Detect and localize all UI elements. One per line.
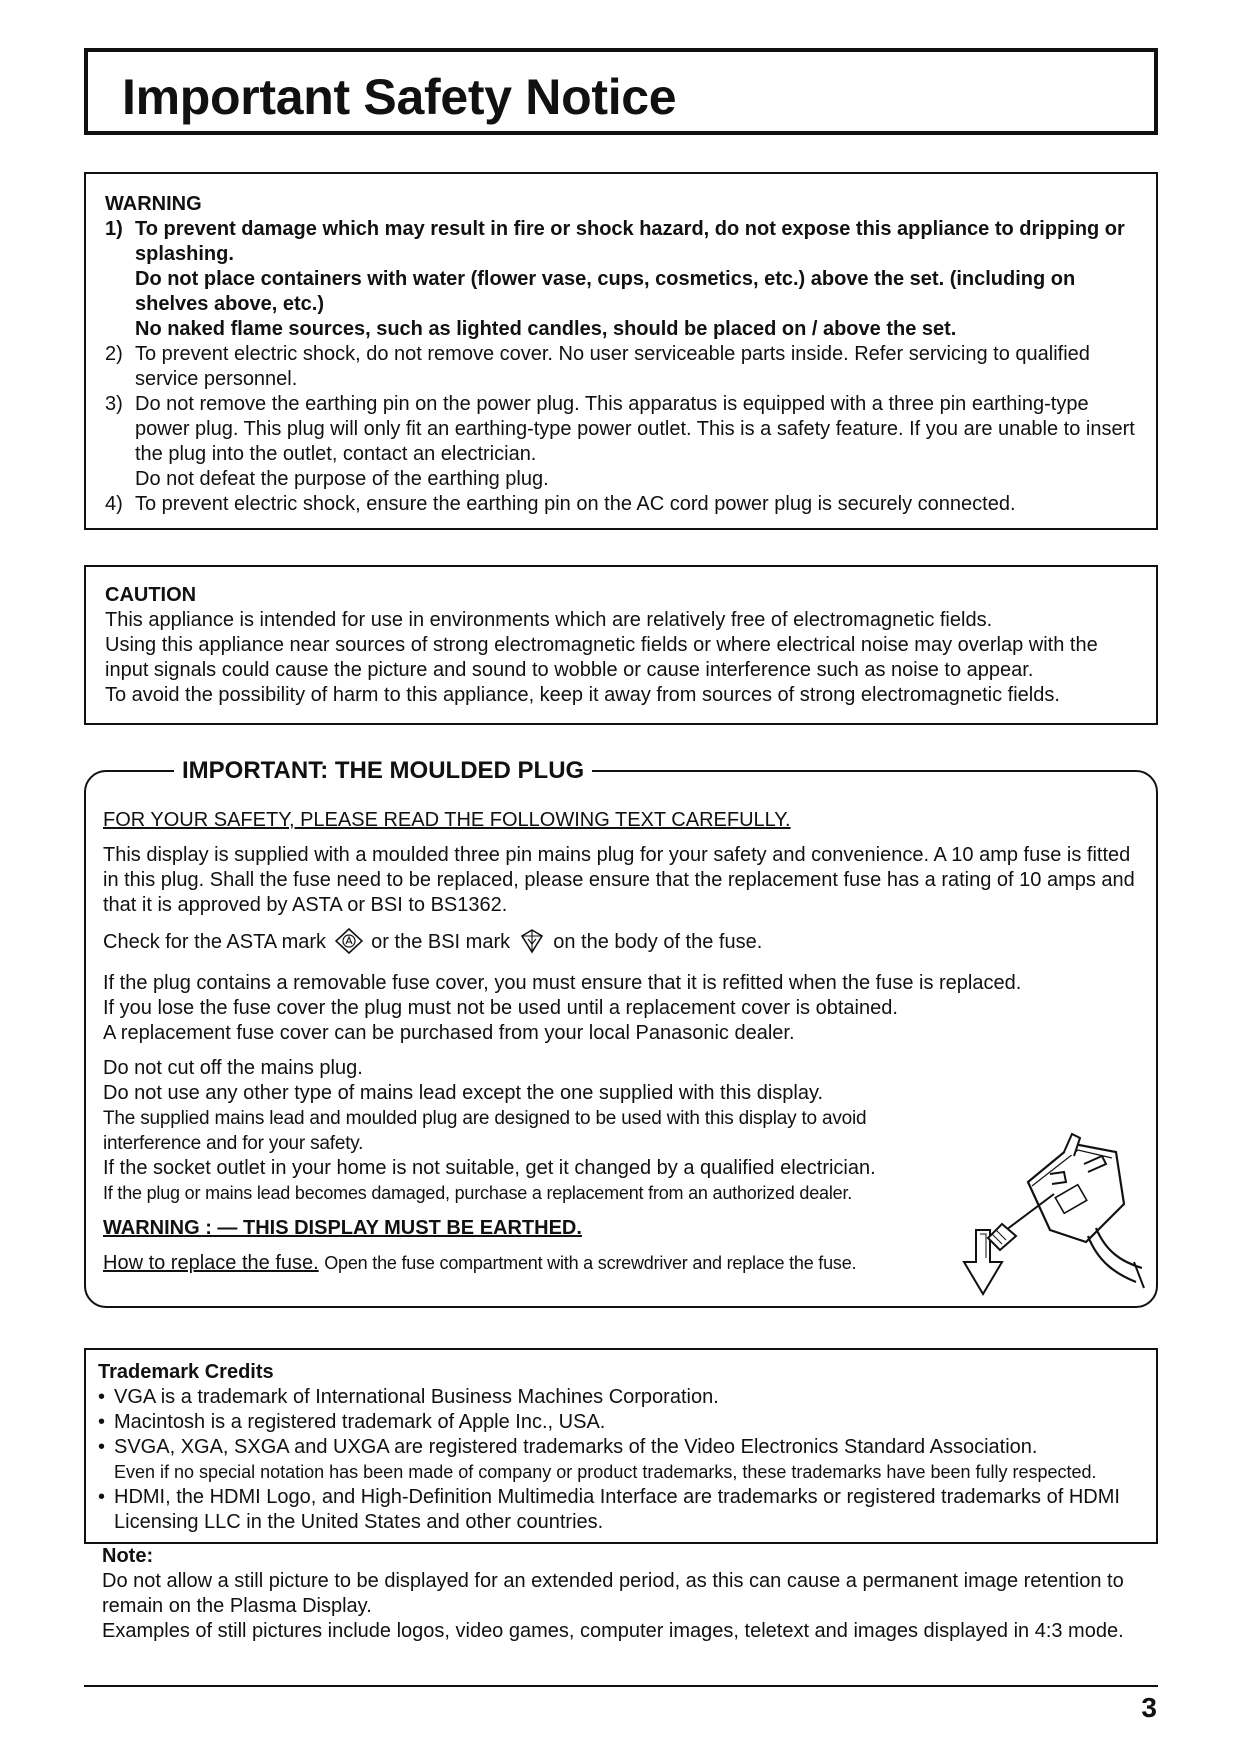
asta-mark-icon: [335, 928, 363, 961]
item-number: 4): [105, 493, 123, 515]
mains-line: If the plug or mains lead becomes damaged, purchase a replacement from an authorized dealer.: [103, 1183, 853, 1203]
page-title: Important Safety Notice: [122, 69, 677, 125]
trademark-list: [98, 1385, 1142, 1460]
caution-heading: CAUTION: [105, 584, 197, 606]
trademark-respect-note: Even if no special notation has been made of company or product trademarks, these trademarks have been fully respected.: [114, 1462, 1097, 1482]
footer-divider: [84, 1685, 1158, 1687]
page-number: 3: [1141, 1692, 1157, 1723]
mains-plug-paragraph: [103, 1056, 943, 1206]
fuse-cover-line: If you lose the fuse cover the plug must not be used until a replacement cover is obtained.: [103, 997, 898, 1019]
check-text-mid: or the BSI mark: [371, 931, 511, 953]
note-line: Do not allow a still picture to be displayed for an extended period, as this can cause a permanent image retention to remain on the Plasma Display.: [102, 1570, 1124, 1617]
mains-line: Do not cut off the mains plug.: [103, 1057, 363, 1079]
note-section: [102, 1544, 1152, 1644]
warning-line: To prevent damage which may result in fire or shock hazard, do not expose this appliance to dripping or splashing.: [135, 218, 1125, 265]
note-heading: Note:: [102, 1545, 154, 1567]
safety-read-line: FOR YOUR SAFETY, PLEASE READ THE FOLLOWING TEXT CAREFULLY.: [103, 809, 791, 831]
warning-item: [105, 492, 1138, 517]
fuse-cover-line: A replacement fuse cover can be purchased from your local Panasonic dealer.: [103, 1022, 795, 1044]
warning-item: [105, 392, 1138, 492]
item-number: 2): [105, 343, 123, 365]
item-number: 3): [105, 393, 123, 415]
bsi-kitemark-icon: [519, 928, 545, 961]
replace-fuse-text: Open the fuse compartment with a screwdriver and replace the fuse.: [324, 1253, 857, 1273]
warning-heading: WARNING: [105, 193, 202, 215]
mains-line: If the socket outlet in your home is not suitable, get it changed by a qualified electrician.: [103, 1157, 876, 1179]
warning-line: No naked flame sources, such as lighted candles, should be placed on / above the set.: [135, 318, 957, 340]
check-text-end: on the body of the fuse.: [553, 931, 763, 953]
caution-box: [84, 565, 1158, 725]
mark-check-line: [103, 928, 1140, 961]
trademark-item: • Macintosh is a registered trademark of Apple Inc., USA.: [98, 1410, 1142, 1435]
fuse-cover-paragraph: [103, 971, 1140, 1046]
warning-line: Do not remove the earthing pin on the power plug. This apparatus is equipped with a three pin earthing-type power plug. This plug will only fit an earthing-type power outlet. This is a safety feature. If you are unable to insert the plug into the outlet, contact an electrician.: [135, 393, 1135, 465]
trademark-list-hdmi: [98, 1485, 1142, 1535]
mains-line: The supplied mains lead and moulded plug are designed to be used with this display to avoid interference and for your safety.: [103, 1108, 867, 1154]
warning-line: Do not place containers with water (flower vase, cups, cosmetics, etc.) above the set. (including on shelves above, etc.): [135, 268, 1076, 315]
warning-box: [84, 172, 1158, 530]
check-text-start: Check for the ASTA mark: [103, 931, 327, 953]
note-line: Examples of still pictures include logos, video games, computer images, teletext and images displayed in 4:3 mode.: [102, 1620, 1124, 1642]
caution-line: This appliance is intended for use in environments which are relatively free of electromagnetic fields.: [105, 609, 993, 631]
trademark-box: [84, 1348, 1158, 1544]
warning-list: [105, 217, 1138, 517]
trademark-item: • HDMI, the HDMI Logo, and High-Definition Multimedia Interface are trademarks or registered trademarks of HDMI Licensing LLC in the United States and other countries.: [98, 1485, 1142, 1535]
warning-item: [105, 217, 1138, 342]
warning-line: To prevent electric shock, do not remove cover. No user serviceable parts inside. Refer servicing to qualified service personnel.: [135, 343, 1090, 390]
warning-item: [105, 342, 1138, 392]
caution-line: Using this appliance near sources of strong electromagnetic fields or where electrical noise may overlap with the input signals could cause the picture and sound to wobble or cause interference such as noise to appear.: [105, 634, 1098, 681]
warning-line: To prevent electric shock, ensure the earthing pin on the AC cord power plug is securely connected.: [135, 493, 1016, 515]
earthed-warning: WARNING : — THIS DISPLAY MUST BE EARTHED.: [103, 1217, 582, 1239]
replace-fuse-heading: How to replace the fuse.: [103, 1252, 319, 1274]
trademark-heading: Trademark Credits: [98, 1361, 274, 1383]
trademark-item: • SVGA, XGA, SXGA and UXGA are registered trademarks of the Video Electronics Standard Association.: [98, 1435, 1142, 1460]
fuse-cover-line: If the plug contains a removable fuse cover, you must ensure that it is refitted when the fuse is replaced.: [103, 972, 1022, 994]
trademark-item: • VGA is a trademark of International Business Machines Corporation.: [98, 1385, 1142, 1410]
item-number: 1): [105, 218, 123, 240]
warning-line: Do not defeat the purpose of the earthing plug.: [135, 468, 549, 490]
title-box: [84, 48, 1158, 135]
plug-fuse-illustration: [946, 1112, 1146, 1302]
moulded-plug-title: IMPORTANT: THE MOULDED PLUG: [174, 756, 592, 786]
fuse-paragraph: This display is supplied with a moulded three pin mains plug for your safety and convenience. A 10 amp fuse is fitted in this plug. Shall the fuse need to be replaced, please ensure that the replacement fuse has a rating of 10 amps and that it is approved by ASTA or BSI to BS1362.: [103, 844, 1135, 916]
mains-line: Do not use any other type of mains lead except the one supplied with this display.: [103, 1082, 824, 1104]
caution-line: To avoid the possibility of harm to this appliance, keep it away from sources of strong electromagnetic fields.: [105, 684, 1060, 706]
moulded-plug-box: [84, 757, 1158, 1308]
